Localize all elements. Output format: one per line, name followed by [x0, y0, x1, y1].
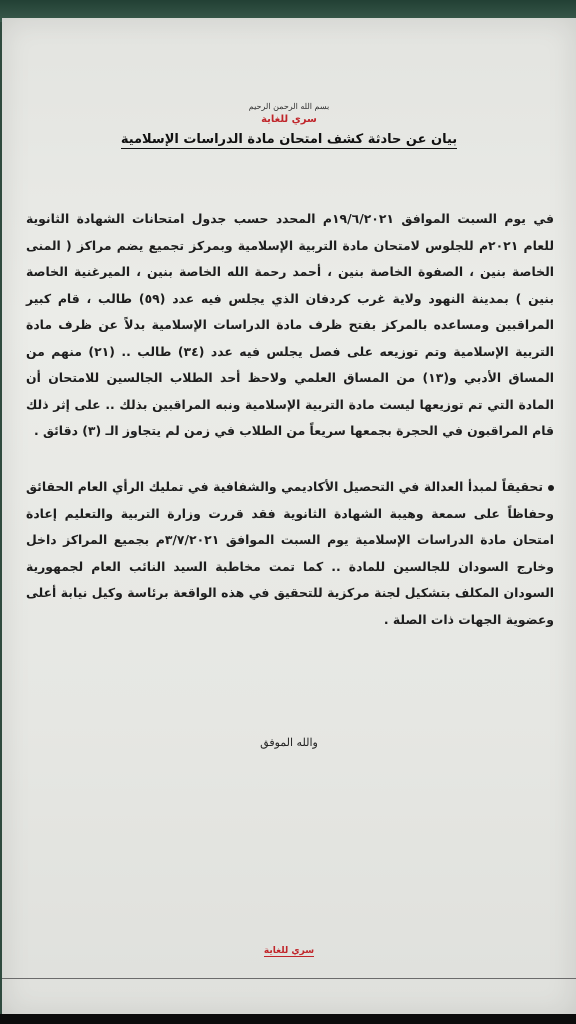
- paragraph-incident-text: في يوم السبت الموافق ١٩/٦/٢٠٢١م المحدد حسب جدول امتحانات الشهادة الثانوية للعام ٢٠٢١م للجلوس لامتحان مادة التربية الإسلامية وبمركز تجميع يضم مراكز ( المنى الخاصة بنين ، الصفوة الخاصة بنين ، أحمد رحمة الله الخاصة بنين ، الميرغنية الخاصة بنين ) بمدينة النهود ولاية غرب كردفان الذي يجلس فيه عدد (٥٩) طالب ، قام كبير المراقبين ومساعده بالمركز بفتح ظرف مادة الدراسات الإسلامية بدلاً عن ظرف مادة التربية الإسلامية وتم توزيعه على فصل يجلس فيه عدد (٣٤) طالب .. (٢١) منهم من المساق الأدبي و(١٣) من المساق العلمي ولاحظ أحد الطلاب الجالسين للامتحان أن المادة التي تم توزيعها ليست مادة التربية الإسلامية ونبه المراقبين بذلك .. على إثر ذلك قام المراقبون في الحجرة بجمعها سريعاً من الطلاب في زمن لم يتجاوز الـ (٣) دقائق .: [26, 211, 555, 438]
- closing-signature: والله الموفق: [260, 736, 318, 749]
- paragraph-decision-text: تحقيقاً لمبدأ العدالة في التحصيل الأكاديمي والشفافية في تمليك الرأي العام الحقائق وحفاظاً على سمعة وهيبة الشهادة الثانوية فقد قررت وزارة التربية والتعليم إعادة امتحان مادة الدراسات الإسلامية يوم السبت الموافق ٣/٧/٢٠٢١م بجميع المراكز داخل وخارج السودان للجالسين للمادة .. كما تمت مخاطبة السيد النائب العام لجمهورية السودان المكلف بتشكيل لجنة مركزية للتحقيق في هذه الواقعة برئاسة وكيل نيابة أعلى وعضوية الجهات ذات الصلة .: [26, 479, 554, 627]
- footer-divider: [2, 978, 576, 979]
- paragraph-incident: [26, 206, 554, 445]
- document-title: [2, 132, 576, 147]
- basmala-line: بسم الله الرحمن الرحيم: [248, 102, 330, 111]
- classification-footer: [2, 946, 576, 956]
- paragraph-decision: [26, 474, 554, 633]
- document-title-text: بيان عن حادثة كشف امتحان مادة الدراسات الإسلامية: [120, 132, 458, 147]
- photo-background-bottom: [0, 1014, 576, 1024]
- bullet-icon: [548, 485, 554, 491]
- document-page: [2, 18, 576, 1018]
- classification-footer-text: سري للغاية: [263, 946, 315, 956]
- classification-header: سري للغاية: [261, 114, 317, 125]
